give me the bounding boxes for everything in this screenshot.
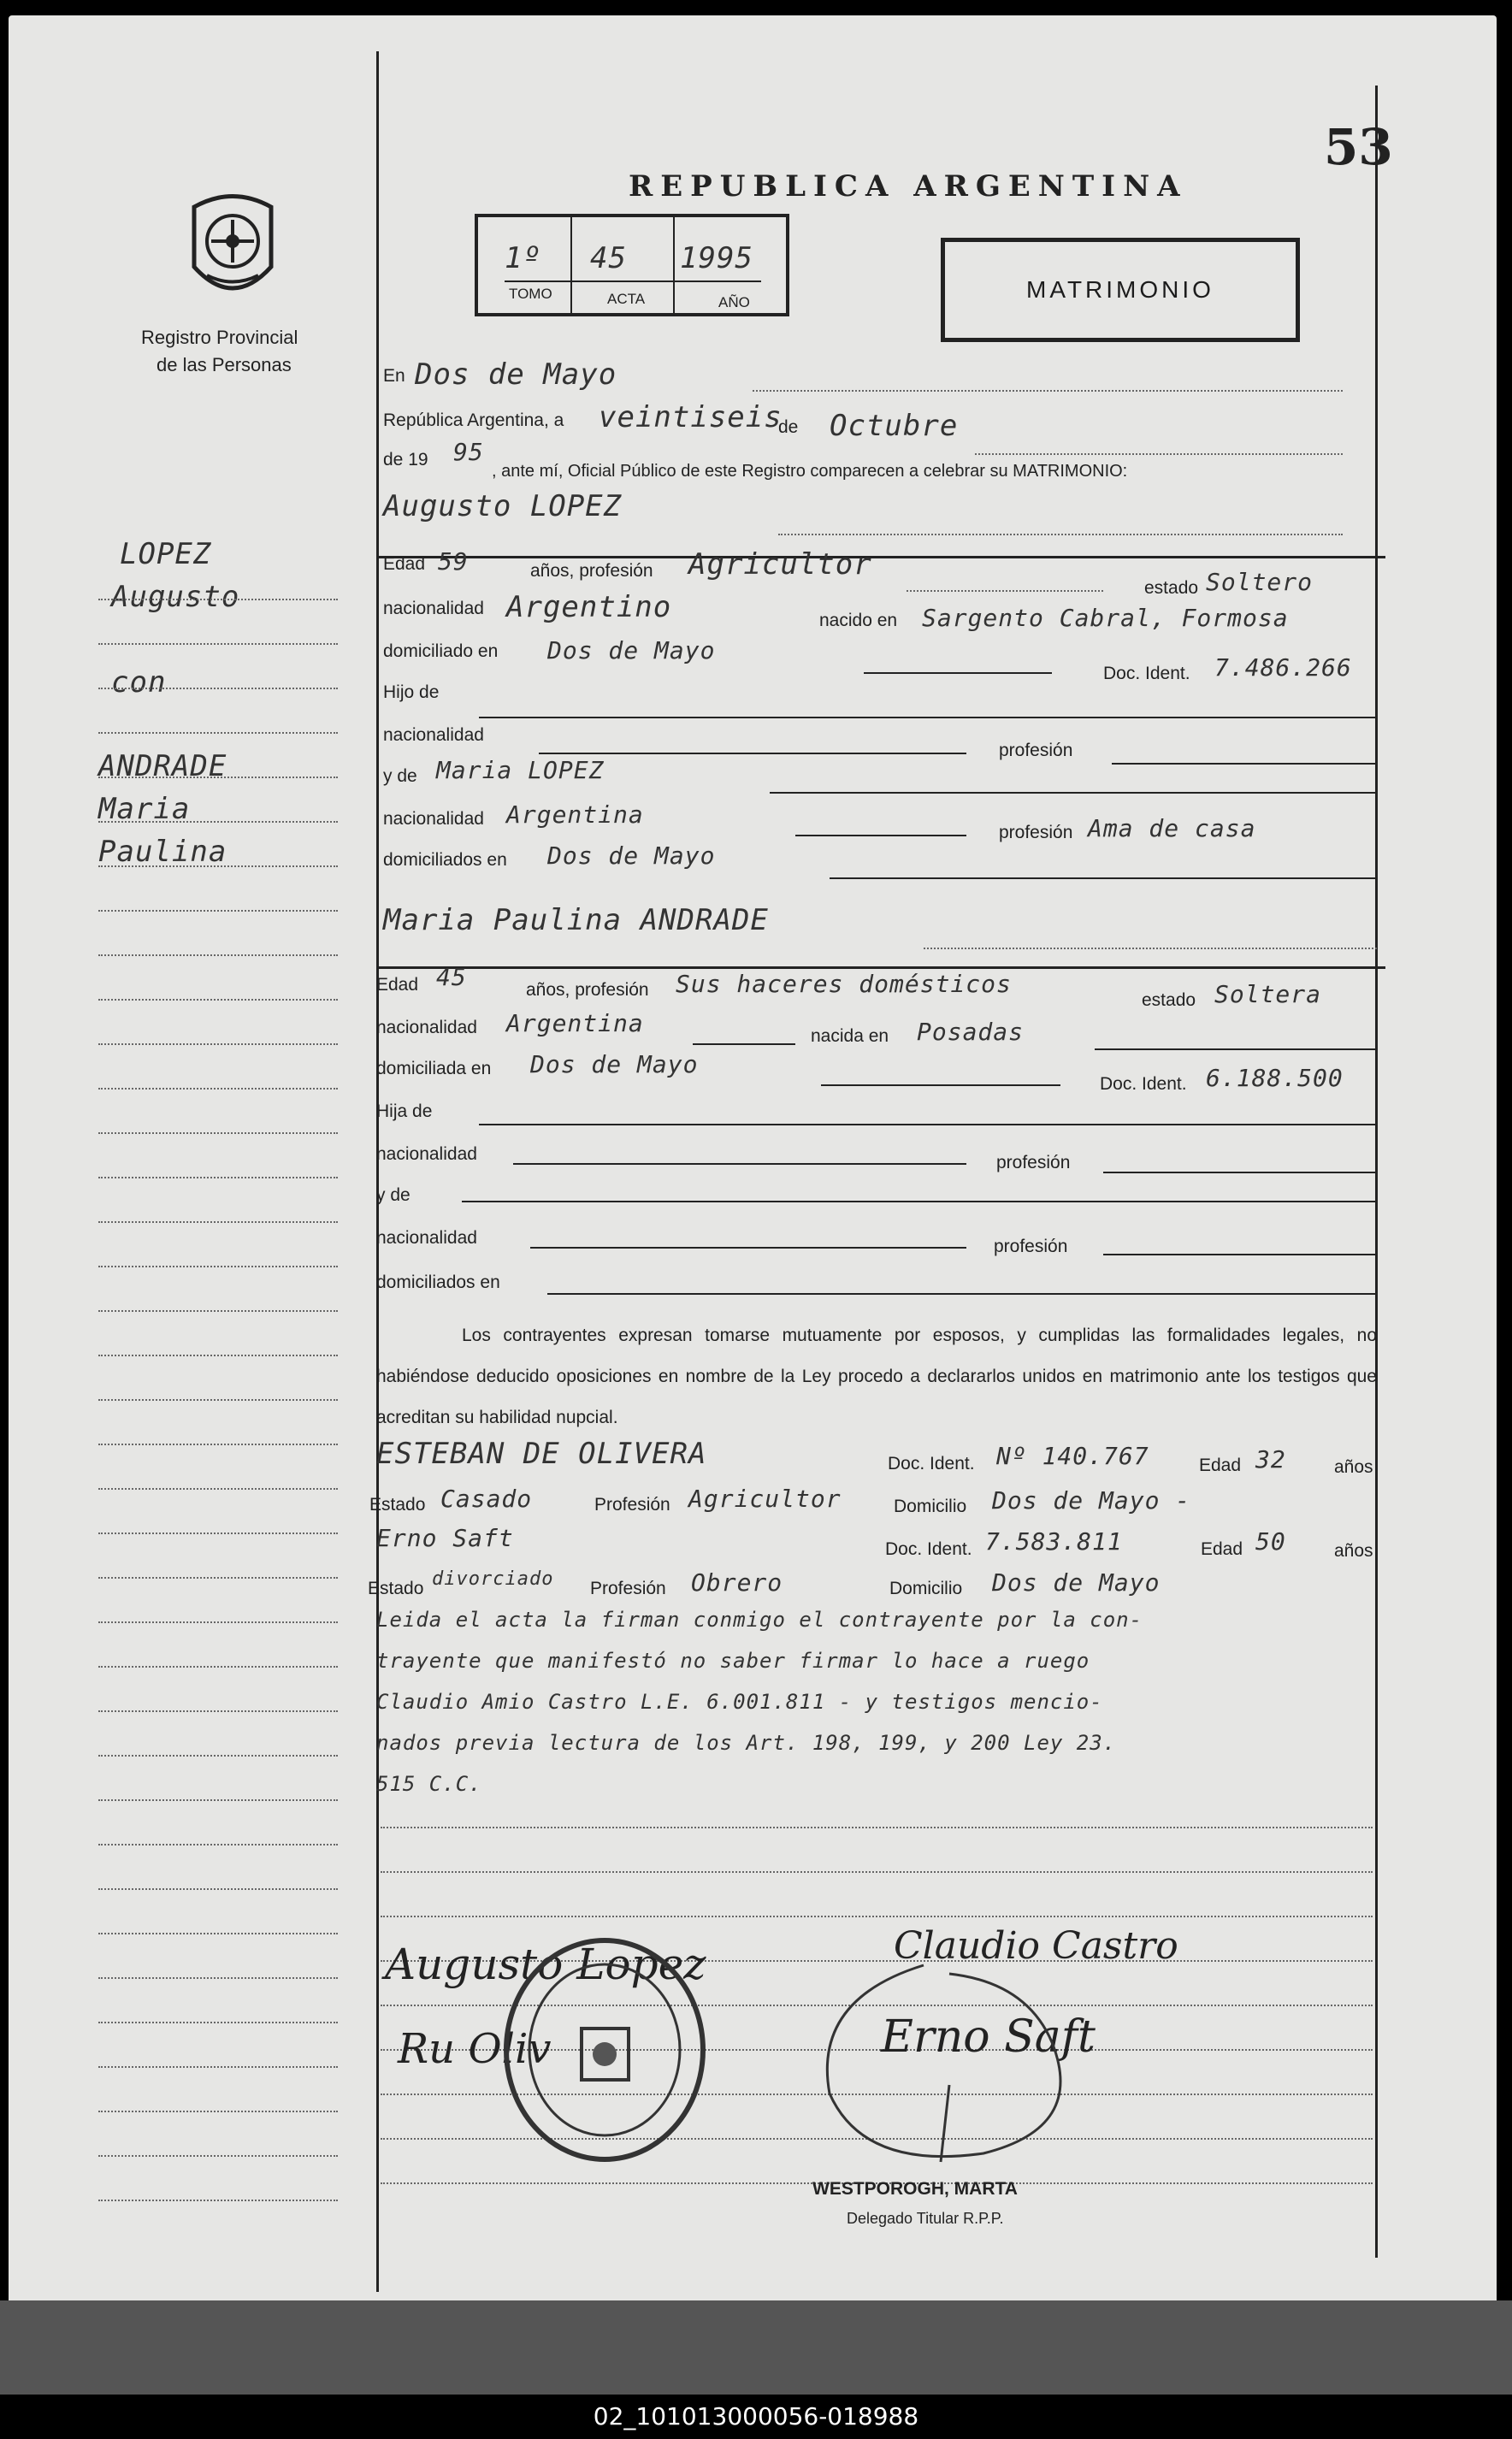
groom-mother-line [770, 792, 1377, 794]
groom-parents-domicile: Dos de Mayo [547, 842, 716, 870]
groom-birthplace: Sargento Cabral, Formosa [922, 604, 1289, 632]
witness2-status: divorciado [432, 1568, 554, 1590]
groom-civil-status: Soltero [1206, 568, 1314, 596]
margin-ruled-line [98, 2155, 338, 2157]
witness2-domicile: Dos de Mayo [992, 1568, 1161, 1597]
margin-ruled-line [98, 1888, 338, 1890]
groom-mother-nat-line [795, 835, 966, 836]
provincial-emblem-icon [181, 190, 284, 306]
groom-yde-label: y de [383, 766, 417, 786]
margin-ruled-line [98, 1444, 338, 1445]
bride-domicilio-label: domiciliada en [376, 1059, 492, 1078]
margin-ruled-line [98, 999, 338, 1001]
margin-ruled-line [98, 732, 338, 734]
bride-yde-label: y de [376, 1185, 410, 1205]
groom-doc-label: Doc. Ident. [1103, 664, 1190, 683]
margin-ruled-line [98, 1977, 338, 1979]
margin-ruled-line [98, 1666, 338, 1668]
margin-ruled-line [98, 2111, 338, 2112]
margin-ruled-line [98, 1088, 338, 1090]
margin-bride-middle: Paulina [98, 835, 227, 869]
bride-nacionalidad-label: nacionalidad [376, 1018, 477, 1037]
bride-doc-label: Doc. Ident. [1100, 1074, 1187, 1094]
olivera-signature: Ru Oliv [398, 2025, 552, 2073]
footer-id: 02_101013000056-018988 [0, 2395, 1512, 2439]
margin-ruled-line [98, 1399, 338, 1401]
margin-ruled-line [98, 1355, 338, 1356]
groom-edad-label: Edad [383, 554, 426, 574]
ano-label: AÑO [718, 294, 750, 310]
month-line [975, 453, 1343, 455]
witness1-profession: Agricultor [688, 1485, 842, 1513]
witness2-estado-label: Estado [368, 1579, 424, 1598]
margin-bride-name: Maria [98, 792, 191, 826]
margin-ruled-line [98, 2066, 338, 2068]
page-number: 53 [1324, 118, 1393, 176]
groom-nacido-label: nacido en [819, 611, 898, 630]
witness1-doc: Nº 140.767 [996, 1442, 1149, 1470]
groom-domicile-line [864, 672, 1052, 674]
place-line [753, 390, 1343, 392]
groom-father-nat-line [539, 753, 966, 754]
groom-signature: Augusto Lopez [385, 1940, 706, 1989]
margin-ruled-line [98, 1310, 338, 1312]
statement: , ante mí, Oficial Público de este Registro comparecen a celebrar su MATRIMONIO: [492, 462, 1128, 481]
bride-birthplace-line [1095, 1048, 1377, 1050]
margin-groom-surname: LOPEZ [120, 537, 212, 571]
republica-label: República Argentina, a [383, 410, 564, 430]
box-divider [673, 217, 675, 313]
margin-ruled-line [98, 777, 338, 778]
groom-estado-label: estado [1144, 578, 1199, 598]
witness2-age: 50 [1255, 1527, 1286, 1556]
witness2-doc: 7.583.811 [985, 1527, 1123, 1556]
bride-mother-prof-line [1103, 1254, 1377, 1255]
witness1-domicile: Dos de Mayo - [992, 1486, 1191, 1515]
bride-mother-nat-label: nacionalidad [376, 1228, 477, 1248]
tomo-value: 1º [505, 241, 541, 275]
groom-domicilio-label: domiciliado en [383, 641, 499, 661]
groom-parents-dom-label: domiciliados en [383, 850, 507, 870]
bride-father-nat-line [513, 1163, 966, 1165]
groom-name: Augusto LOPEZ [383, 489, 623, 523]
witness1-status: Casado [440, 1485, 533, 1513]
groom-father-prof-label: profesión [999, 741, 1073, 760]
bride-estado-label: estado [1142, 990, 1196, 1010]
groom-doc: 7.486.266 [1214, 653, 1352, 682]
year-prefix: de 19 [383, 450, 428, 469]
bride-father-line [479, 1124, 1377, 1125]
bride-hija-label: Hija de [376, 1101, 433, 1121]
groom-mother-nat-label: nacionalidad [383, 809, 484, 829]
box-divider [570, 217, 572, 313]
bride-mother-line [462, 1201, 1377, 1202]
acta-label: ACTA [607, 291, 646, 307]
bride-parents-dom-line [547, 1293, 1377, 1295]
margin-rule [376, 51, 379, 2292]
bride-domicile: Dos de Mayo [530, 1050, 699, 1078]
margin-ruled-line [98, 1933, 338, 1934]
groom-mother-profession: Ama de casa [1088, 814, 1256, 842]
bride-nat-line [693, 1043, 795, 1045]
margin-ruled-line [98, 821, 338, 823]
margin-ruled-line [98, 1577, 338, 1579]
bride-profesion-label: años, profesión [526, 980, 649, 1000]
groom-father-nat-label: nacionalidad [383, 725, 484, 745]
bride-edad-label: Edad [376, 975, 419, 995]
margin-ruled-line [98, 1043, 338, 1045]
witness1-domicilio-label: Domicilio [894, 1497, 967, 1516]
groom-father-line [479, 717, 1377, 718]
main-ruled-line [381, 1871, 1373, 1873]
officer-flourish-icon [795, 1948, 1137, 2188]
groom-profession: Agricultor [688, 547, 872, 582]
bride-birthplace: Posadas [917, 1018, 1025, 1046]
margin-ruled-line [98, 1799, 338, 1801]
ano-value: 1995 [680, 241, 753, 275]
margin-ruled-line [98, 1132, 338, 1134]
witness2-anos-label: años [1334, 1541, 1373, 1561]
saft-signature: Erno Saft [881, 2011, 1096, 2063]
month: Octubre [830, 409, 959, 443]
witness2-domicilio-label: Domicilio [889, 1579, 963, 1598]
margin-bride-surname: ANDRADE [98, 749, 227, 783]
groom-profession-line [907, 590, 1103, 592]
witness2-doc-label: Doc. Ident. [885, 1539, 972, 1559]
bride-domicile-line [821, 1084, 1060, 1086]
witness2-profession: Obrero [691, 1568, 783, 1597]
groom-domicile: Dos de Mayo [547, 636, 716, 664]
margin-ruled-line [98, 865, 338, 867]
note-line-5: 515 C.C. [376, 1772, 482, 1796]
box-rule [505, 281, 761, 282]
margin-groom-name: Augusto [111, 580, 240, 614]
margin-ruled-line [98, 1621, 338, 1623]
official-seal-icon [500, 1934, 710, 2165]
groom-father-prof-line [1112, 763, 1377, 765]
day: veintiseis [599, 400, 783, 434]
bride-profession: Sus haceres domésticos [676, 970, 1012, 998]
margin-connector: con [111, 665, 167, 700]
bride-rule [376, 966, 1385, 969]
margin-ruled-line [98, 688, 338, 689]
groom-profesion-label: años, profesión [530, 561, 653, 581]
margin-ruled-line [98, 2022, 338, 2023]
witness2-edad-label: Edad [1201, 1539, 1243, 1559]
groom-parents-dom-line [830, 877, 1377, 879]
margin-ruled-line [98, 1844, 338, 1845]
book-type-box: MATRIMONIO [941, 238, 1300, 342]
acta-value: 45 [590, 241, 627, 275]
bride-parents-dom-label: domiciliados en [376, 1273, 500, 1292]
groom-nationality: Argentino [506, 590, 672, 624]
bride-age: 45 [436, 963, 467, 991]
bride-mother-prof-label: profesión [994, 1237, 1068, 1256]
note-line-3: Claudio Amio Castro L.E. 6.001.811 - y testigos mencio- [376, 1690, 1103, 1714]
margin-ruled-line [98, 910, 338, 912]
registry-line-2: de las Personas [157, 354, 292, 375]
bride-name-line [924, 948, 1377, 949]
bride-doc: 6.188.500 [1206, 1064, 1344, 1092]
de-label: de [778, 417, 799, 437]
margin-ruled-line [98, 1177, 338, 1178]
witness1-edad-label: Edad [1199, 1456, 1242, 1475]
bride-father-nat-label: nacionalidad [376, 1144, 477, 1164]
en-label: En [383, 366, 405, 386]
margin-ruled-line [98, 1266, 338, 1267]
bride-civil-status: Soltera [1214, 980, 1322, 1008]
country-title: REPUBLICA ARGENTINA [629, 169, 1188, 204]
margin-ruled-line [98, 1755, 338, 1757]
witness1-estado-label: Estado [369, 1495, 426, 1515]
margin-ruled-line [98, 599, 338, 600]
place: Dos de Mayo [415, 357, 617, 392]
witness1-age: 32 [1255, 1445, 1286, 1473]
witness1-anos-label: años [1334, 1457, 1373, 1477]
bride-mother-nat-line [530, 1247, 966, 1249]
main-ruled-line [381, 1916, 1373, 1917]
registry-line-1: Registro Provincial [141, 327, 298, 348]
margin-ruled-line [98, 643, 338, 645]
tomo-label: TOMO [509, 286, 552, 302]
witness2-name: Erno Saft [376, 1524, 514, 1552]
bride-nacida-label: nacida en [811, 1026, 889, 1046]
groom-mother-nationality: Argentina [506, 800, 644, 829]
officer-title: Delegado Titular R.P.P. [847, 2210, 1004, 2227]
bride-nationality: Argentina [506, 1009, 644, 1037]
margin-ruled-line [98, 1488, 338, 1490]
note-line-4: nados previa lectura de los Art. 198, 199, y 200 Ley 23. [376, 1731, 1117, 1755]
margin-ruled-line [98, 2200, 338, 2201]
margin-ruled-line [98, 1221, 338, 1223]
bride-father-prof-line [1103, 1172, 1377, 1173]
groom-mother-prof-label: profesión [999, 823, 1073, 842]
groom-age: 59 [438, 547, 469, 576]
margin-ruled-line [98, 1710, 338, 1712]
castro-signature: Claudio Castro [894, 1924, 1178, 1968]
groom-mother: Maria LOPEZ [436, 756, 605, 784]
main-ruled-line [381, 1827, 1373, 1828]
witness1-profesion-label: Profesión [594, 1495, 670, 1515]
groom-rule [376, 556, 1385, 558]
groom-hijo-label: Hijo de [383, 682, 440, 702]
bride-father-prof-label: profesión [996, 1153, 1071, 1172]
declaration-text: Los contrayentes expresan tomarse mutuamente por esposos, y cumplidas las formalidades legales, no habiéndose deducido oposiciones en nombre de la Ley procedo a declararlos unidos en matrimonio ante los testigos que acreditan su habilidad nupcial. [376, 1326, 1377, 1427]
note-line-1: Leida el acta la firman conmigo el contrayente por la con- [376, 1608, 1143, 1632]
groom-name-line [778, 534, 1343, 535]
year-suffix: 95 [453, 438, 484, 466]
bride-name: Maria Paulina ANDRADE [383, 903, 769, 937]
witness2-profesion-label: Profesión [590, 1579, 666, 1598]
groom-nacionalidad-label: nacionalidad [383, 599, 484, 618]
note-line-2: trayente que manifestó no saber firmar lo hace a ruego [376, 1649, 1090, 1673]
page-edge [0, 2300, 1512, 2403]
margin-ruled-line [98, 1532, 338, 1534]
witness1-name: ESTEBAN DE OLIVERA [376, 1437, 707, 1471]
officer-name: WESTPOROGH, MARTA [812, 2179, 1018, 2199]
margin-ruled-line [98, 954, 338, 956]
witness1-doc-label: Doc. Ident. [888, 1454, 975, 1473]
